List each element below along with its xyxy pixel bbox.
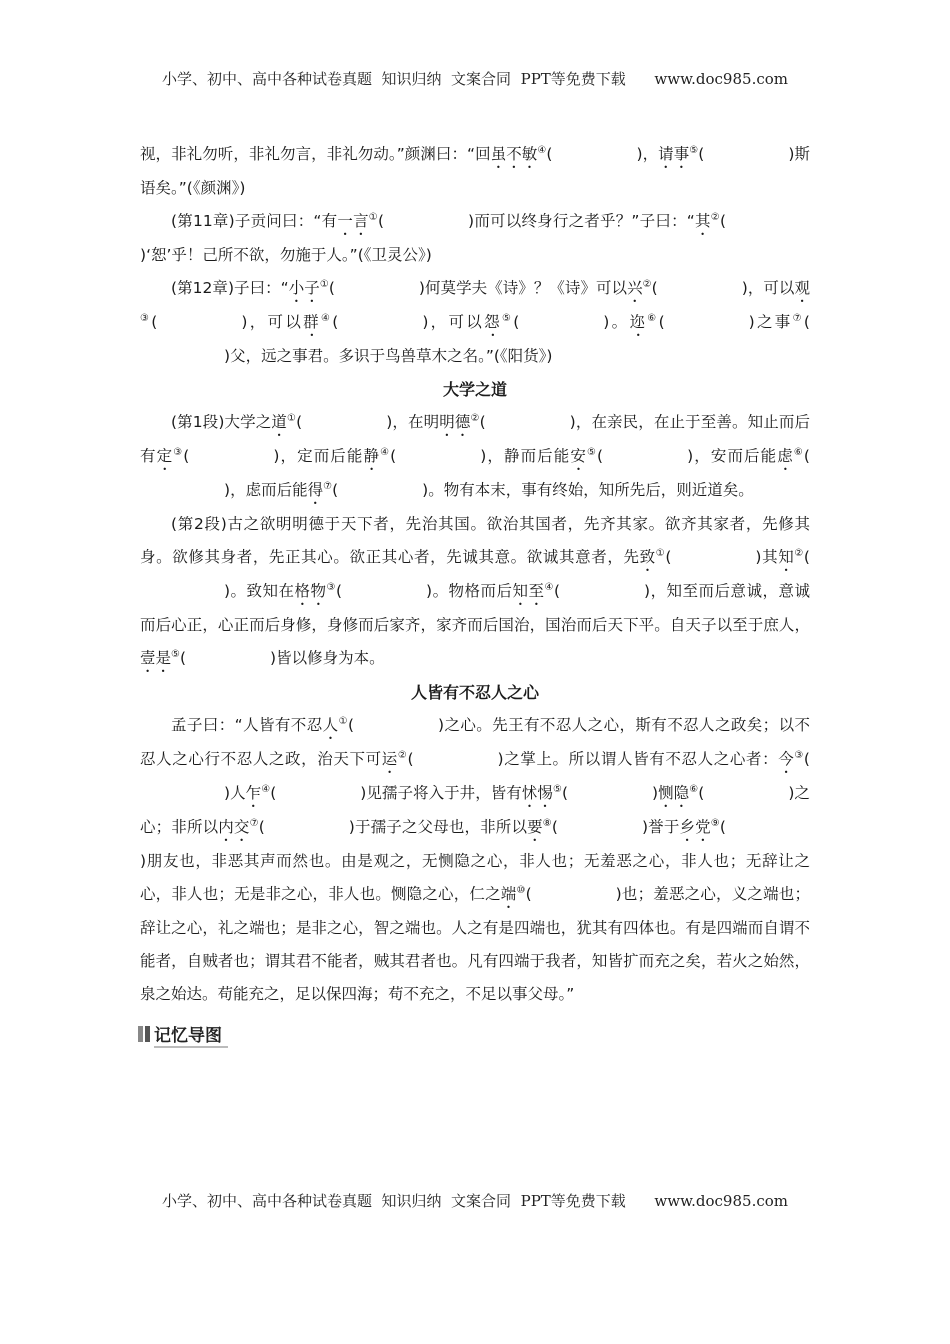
section-title-daxue: 大学之道	[442, 380, 507, 399]
paragraph-yanghuo: (第12章)子曰：“小子①( )何莫学夫《诗》？《诗》可以兴②( )，可以观③( )，可以群④( )，可以怨⑤( )。迩⑥( )之事⑦()父，远之事君。多识于鸟兽草木之名。”(《阳货》)	[140, 278, 810, 365]
main-content	[140, 138, 810, 1011]
mindmap-section-label	[138, 1022, 228, 1046]
page-header: 小学、初中、高中各种试卷真题 知识归纳 文案合同 PPT等免费下载 www.doc985.com	[161, 70, 788, 88]
paragraph-weilinggong: (第11章)子贡问曰：“有一言①( )而可以终身行之者乎？”子曰：“其②()‘恕’乎！己所不欲，勿施于人。”(《卫灵公》)	[140, 211, 726, 264]
page-footer: 小学、初中、高中各种试卷真题 知识归纳 文案合同 PPT等免费下载 www.doc985.com	[161, 1192, 788, 1210]
mindmap-title: 记忆导图	[154, 1021, 228, 1048]
section-marker-icon	[138, 1026, 150, 1042]
paragraph-mengzi: 孟子曰：“人皆有不忍人①( )之心。先王有不忍人之心，斯有不忍人之政矣；以不忍人之心行不忍人之政，治天下可运②( )之掌上。所以谓人皆有不忍人之心者：今③()人乍④( )见孺子将入于井，皆有怵惕⑤( )恻隐⑥( )之心；非所以内交⑦( )于孺子之父母也，非所以要⑧( )誉于乡党⑨()朋友也，非恶其声而然也。由是观之，无恻隐之心，非人也；无羞恶之心，非人也；无辞让之心，非人也；无是非之心，非人也。恻隐之心，仁之端⑩( )也；羞恶之心，义之端也；辞让之心，礼之端也；是非之心，智之端也。人之有是四端也，犹其有四体也。有是四端而自谓不能者，自贼者也；谓其君不能者，贼其君者也。凡有四端于我者，知皆扩而充之矣，若火之始然，泉之始达。苟能充之，足以保四海；苟不充之，不足以事父母。”	[140, 715, 810, 1003]
section-title-mengzi: 人皆有不忍人之心	[410, 683, 539, 702]
paragraph-daxue-2: (第2段)古之欲明明德于天下者，先治其国。欲治其国者，先齐其家。欲齐其家者，先修其身。欲修其身者，先正其心。欲正其心者，先诚其意。欲诚其意者，先致①( )其知②()。致知在格物③( )。物格而后知至④( )，知至而后意诚，意诚而后心正，心正而后身修，身修而后家齐，家齐而后国治，国治而后天下平。自天子以至于庶人，壹是⑤( )皆以修身为本。	[140, 515, 810, 667]
paragraph-yanyuan: 视，非礼勿听，非礼勿言，非礼勿动。”颜渊曰：“回虽不敏④( )，请事⑤( )斯语矣。”(《颜渊》)	[140, 144, 810, 197]
paragraph-daxue-1: (第1段)大学之道①( )，在明明德②( )，在亲民，在止于至善。知止而后有定③( )，定而后能静④( )，静而后能安⑤( )，安而后能虑⑥()，虑而后能得⑦( )。物有本末，事有终始，知所先后，则近道矣。	[140, 412, 810, 499]
